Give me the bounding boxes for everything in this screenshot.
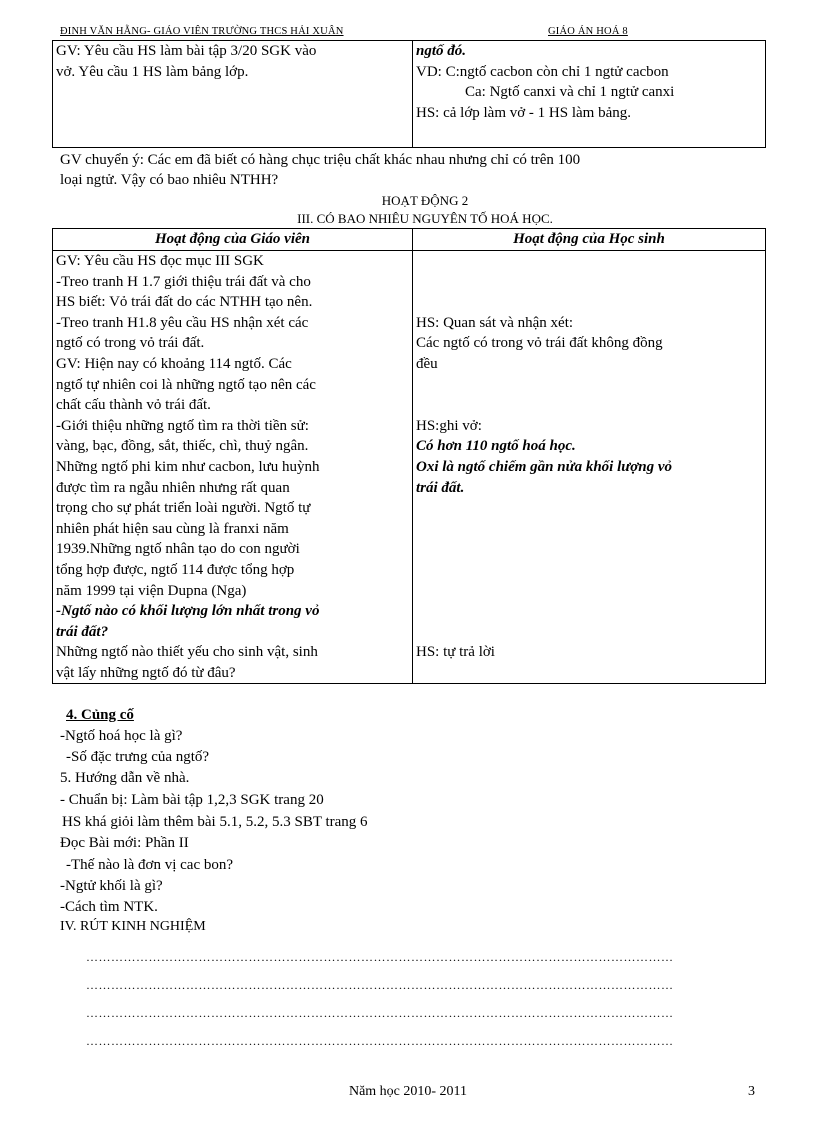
transition-line: loại ngtử. Vậy có bao nhiêu NTHH? <box>60 172 279 188</box>
text-line: năm 1999 tại viện Dupna (Nga) <box>56 582 247 599</box>
text-line: HS: tự trả lời <box>416 644 495 661</box>
text-line: -Treo tranh H1.8 yêu cầu HS nhận xét các <box>56 314 309 331</box>
top-table-teacher-cell <box>53 41 413 148</box>
homework-title: 5. Hướng dẫn về nhà. <box>60 770 190 786</box>
text-line: nhiên phát hiện sau cùng là franxi năm <box>56 520 289 537</box>
header-author: ĐINH VĂN HẰNG- GIÁO VIÊN TRƯỜNG THCS HẢI XUÂN <box>60 26 344 37</box>
text-line: HS: cả lớp làm vở - 1 HS làm bảng. <box>416 104 632 121</box>
top-table <box>52 40 766 148</box>
text-line: ngtố tự nhiên coi là những ngtố tạo nên các <box>56 376 316 393</box>
header-subject: GIÁO ÁN HOÁ 8 <box>548 26 628 37</box>
text-line: -Treo tranh H 1.7 giới thiệu trái đất và cho <box>56 273 311 290</box>
text-line: được tìm ra ngẫu nhiên nhưng rất quan <box>56 479 290 496</box>
dotted-line: …………………………………………………………………………………………………………………………… <box>86 1007 674 1019</box>
text-line: Ca: Ngtố canxi và chỉ 1 ngtử canxi <box>465 84 675 101</box>
text-line: Những ngtố nào thiết yếu cho sinh vật, sinh <box>56 644 318 661</box>
homework-item: -Ngtử khối là gì? <box>60 878 163 894</box>
experience-title: IV. RÚT KINH NGHIỆM <box>60 919 206 934</box>
text-line: HS biết: Vỏ trái đất do các NTHH tạo nên. <box>56 294 313 311</box>
text-line: chất cấu thành vỏ trái đất. <box>56 397 211 414</box>
homework-item: Đọc Bài mới: Phần II <box>60 835 189 851</box>
text-line: ngtố đó. <box>416 43 467 59</box>
text-line: Những ngtố phi kim như cacbon, lưu huỳnh <box>56 458 320 475</box>
text-line: vở. Yêu cầu 1 HS làm bảng lớp. <box>56 63 249 80</box>
consolidation-item: -Ngtố hoá học là gì? <box>60 728 183 744</box>
teacher-question-line: -Ngtố nào có khối lượng lớn nhất trong vỏ <box>56 603 320 620</box>
teacher-question-line: trái đất? <box>56 623 109 640</box>
text-line: Các ngtố có trong vỏ trái đất không đồng <box>416 335 663 352</box>
footer-school-year: Năm học 2010- 2011 <box>348 1084 468 1099</box>
text-line: ngtố có trong vỏ trái đất. <box>56 335 205 352</box>
text-line: 1939.Những ngtố nhân tạo do con người <box>56 541 300 558</box>
spacer <box>416 251 762 313</box>
dotted-line: …………………………………………………………………………………………………………………………… <box>86 951 674 963</box>
page-header <box>60 26 764 40</box>
text-line: đều <box>416 355 438 372</box>
text-line: tổng hợp được, ngtố 114 được tổng hợp <box>56 561 295 578</box>
homework-item: -Thế nào là đơn vị cac bon? <box>66 857 234 873</box>
dotted-line: …………………………………………………………………………………………………………………………… <box>86 979 674 991</box>
homework-item: - Chuẩn bị: Làm bài tập 1,2,3 SGK trang 20 <box>60 792 324 808</box>
text-line: GV: Yêu cầu HS làm bài tập 3/20 SGK vào <box>56 43 317 59</box>
text-line: vật lấy những ngtố đó từ đâu? <box>56 664 236 681</box>
dotted-line: …………………………………………………………………………………………………………………………… <box>86 1035 674 1047</box>
text-line: VD: C:ngtố cacbon còn chỉ 1 ngtử cacbon <box>416 63 669 80</box>
homework-item: -Cách tìm NTK. <box>60 899 158 915</box>
text-line: trọng cho sự phát triển loài người. Ngtố tự <box>56 500 311 517</box>
text-line: vàng, bạc, đồng, sắt, thiếc, chì, thuỷ ngân. <box>56 438 309 455</box>
student-key-line: trái đất. <box>416 479 465 496</box>
student-activity-cell <box>413 251 766 684</box>
text-line: -Giới thiệu những ngtố tìm ra thời tiền sử: <box>56 417 309 434</box>
student-column-header: Hoạt động của Học sinh <box>413 229 766 251</box>
top-table-student-cell <box>413 41 766 148</box>
text-line: GV: Hiện nay có khoảng 114 ngtố. Các <box>56 355 292 372</box>
activity-title: HOẠT ĐỘNG 2 <box>381 193 469 208</box>
text-line: GV: Yêu cầu HS đọc mục III SGK <box>56 253 264 269</box>
student-key-line: Có hơn 110 ngtố hoá học. <box>416 438 576 455</box>
activity-table <box>52 228 766 684</box>
consolidation-title: 4. Củng cố <box>66 707 134 723</box>
spacer <box>416 375 762 416</box>
transition-line: GV chuyển ý: Các em đã biết có hàng chục triệu chất khác nhau nhưng chỉ có trên 100 <box>60 152 581 168</box>
homework-item: HS khá giỏi làm thêm bài 5.1, 5.2, 5.3 SBT trang 6 <box>62 814 368 830</box>
text-line: HS: Quan sát và nhận xét: <box>416 314 574 331</box>
page-number: 3 <box>748 1084 755 1099</box>
text-line: HS:ghi vở: <box>416 417 482 434</box>
section-title: III. CÓ BAO NHIÊU NGUYÊN TỐ HOÁ HỌC. <box>297 211 553 226</box>
teacher-activity-cell <box>53 251 413 684</box>
student-key-line: Oxi là ngtố chiếm gần nửa khối lượng vỏ <box>416 458 673 475</box>
consolidation-item: -Số đặc trưng của ngtố? <box>66 749 210 765</box>
teacher-column-header: Hoạt động của Giáo viên <box>53 229 413 251</box>
spacer <box>416 498 762 642</box>
